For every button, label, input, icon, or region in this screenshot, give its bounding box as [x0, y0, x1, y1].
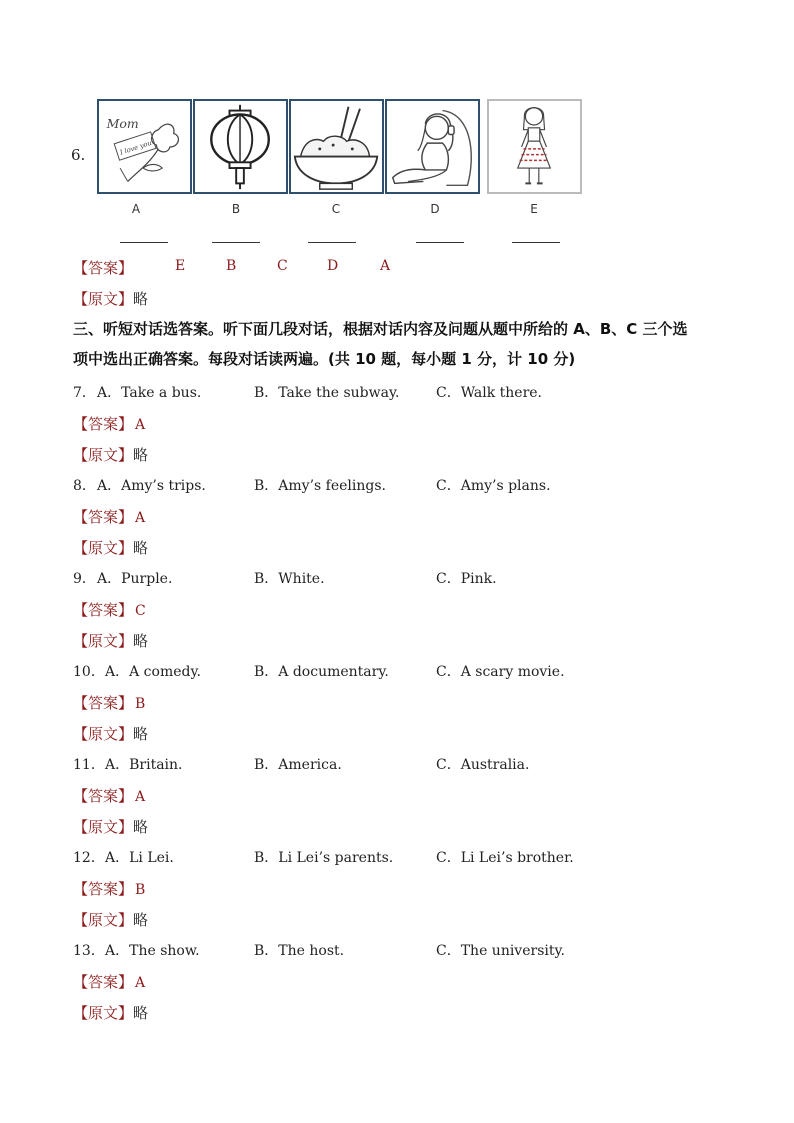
- question-number: 9．: [73, 571, 96, 587]
- answer-tag: 【答案】: [73, 694, 134, 712]
- picture-label-c: C: [331, 202, 341, 216]
- option-b: B．The host.: [254, 943, 345, 959]
- answer-blank: [512, 242, 560, 243]
- answer-line: [73, 599, 146, 620]
- card-text-mom: Mom: [106, 115, 139, 131]
- rice-bowl-icon: [291, 101, 382, 192]
- option-c: C．Walk there.: [436, 385, 542, 401]
- answer-letter: B: [226, 258, 237, 274]
- question-number: 10．: [73, 664, 105, 680]
- option-a: A．The show.: [105, 943, 200, 959]
- answer-blank: [416, 242, 464, 243]
- question-number: 12．: [73, 850, 105, 866]
- picture-b: [193, 99, 288, 194]
- picture-label-e: E: [530, 202, 538, 216]
- question-number: 11．: [73, 757, 105, 773]
- original-value: 略: [133, 446, 149, 464]
- option-b: B．America.: [254, 757, 342, 773]
- question-6-number: 6.: [71, 146, 86, 164]
- answer-line: [73, 785, 145, 806]
- option-a: A．Purple.: [97, 571, 173, 587]
- option-a: A．Amy’s trips.: [97, 478, 206, 494]
- option-b: B．A documentary.: [254, 664, 389, 680]
- original-value: 略: [133, 632, 149, 650]
- answer-value: A: [135, 417, 146, 433]
- answer-tag: 【答案】: [73, 880, 134, 898]
- option-a: A．Take a bus.: [97, 385, 202, 401]
- answer-value: A: [135, 789, 146, 805]
- answer-blank: [212, 242, 260, 243]
- answer-value: A: [135, 510, 146, 526]
- picture-label-b: B: [231, 202, 241, 216]
- option-a: A．Britain.: [105, 757, 183, 773]
- option-b: B．White.: [254, 571, 325, 587]
- question-number: 13．: [73, 943, 105, 959]
- original-tag: 【原文】: [73, 446, 134, 464]
- question-number: 8．: [73, 478, 96, 494]
- original-tag: 【原文】: [73, 539, 134, 557]
- original-tag: 【原文】: [73, 290, 134, 308]
- question-number: 7．: [73, 385, 96, 401]
- option-a: A．Li Lei.: [105, 850, 174, 866]
- girl-in-dress-icon: [489, 101, 580, 192]
- original-text-line: [73, 537, 148, 558]
- answer-tag: 【答案】: [73, 973, 134, 991]
- original-text-line: [73, 723, 148, 744]
- original-tag: 【原文】: [73, 725, 134, 743]
- option-b: B．Take the subway.: [254, 385, 400, 401]
- original-value: 略: [133, 1004, 149, 1022]
- picture-label-a: A: [131, 202, 141, 216]
- answer-letter: C: [277, 258, 288, 274]
- answer-value: C: [135, 603, 146, 619]
- section-3-heading-line-1: 三、听短对话选答案。听下面几段对话，根据对话内容及问题从题中所给的 A、B、C 三个选: [73, 320, 688, 338]
- original-value: 略: [133, 725, 149, 743]
- answer-tag: 【答案】: [73, 601, 134, 619]
- original-tag: 【原文】: [73, 911, 134, 929]
- option-b: B．Amy’s feelings.: [254, 478, 386, 494]
- card-text-love: I love you: [118, 138, 153, 157]
- answer-value: A: [135, 975, 146, 991]
- answer-blank: [308, 242, 356, 243]
- option-c: C．Australia.: [436, 757, 530, 773]
- answer-value: B: [135, 696, 146, 712]
- answer-tag: 【答案】: [73, 508, 134, 526]
- picture-label-d: D: [430, 202, 440, 216]
- option-a: A．A comedy.: [105, 664, 201, 680]
- option-c: C．A scary movie.: [436, 664, 565, 680]
- answer-tag-6: 【答案】: [73, 259, 134, 277]
- answer-blank: [120, 242, 168, 243]
- original-tag: 【原文】: [73, 1004, 134, 1022]
- option-b: B．Li Lei’s parents.: [254, 850, 394, 866]
- picture-d: [385, 99, 480, 194]
- section-3-heading: [73, 314, 733, 374]
- original-text-line: [73, 909, 148, 930]
- original-tag: 【原文】: [73, 818, 134, 836]
- original-value: 略: [133, 539, 149, 557]
- original-text-6: [73, 288, 148, 309]
- answer-value: B: [135, 882, 146, 898]
- picture-a: [97, 99, 192, 194]
- answer-line: [73, 413, 145, 434]
- option-c: C．The university.: [436, 943, 565, 959]
- picture-e: [487, 99, 582, 194]
- original-text-line: [73, 444, 148, 465]
- option-c: C．Amy’s plans.: [436, 478, 551, 494]
- original-tag: 【原文】: [73, 632, 134, 650]
- answer-tag: 【答案】: [73, 787, 134, 805]
- option-c: C．Pink.: [436, 571, 497, 587]
- girl-with-headphones-icon: [387, 101, 478, 192]
- original-text-line: [73, 1002, 148, 1023]
- answer-line: [73, 878, 145, 899]
- answer-line: [73, 692, 145, 713]
- answer-letter: D: [327, 258, 339, 274]
- picture-c: [289, 99, 384, 194]
- original-text-line: [73, 816, 148, 837]
- original-value: 略: [133, 290, 149, 308]
- answer-line: [73, 971, 145, 992]
- lantern-icon: [195, 101, 286, 192]
- option-c: C．Li Lei’s brother.: [436, 850, 574, 866]
- original-value: 略: [133, 818, 149, 836]
- answer-letter: A: [380, 258, 391, 274]
- original-value: 略: [133, 911, 149, 929]
- answer-letter: E: [175, 258, 186, 274]
- answer-line: [73, 506, 145, 527]
- answer-tag: 【答案】: [73, 415, 134, 433]
- original-text-line: [73, 630, 148, 651]
- mom-card-icon: [99, 101, 190, 192]
- section-3-heading-line-2: 项中选出正确答案。每段对话读两遍。(共 10 题，每小题 1 分，计 10 分): [73, 350, 576, 368]
